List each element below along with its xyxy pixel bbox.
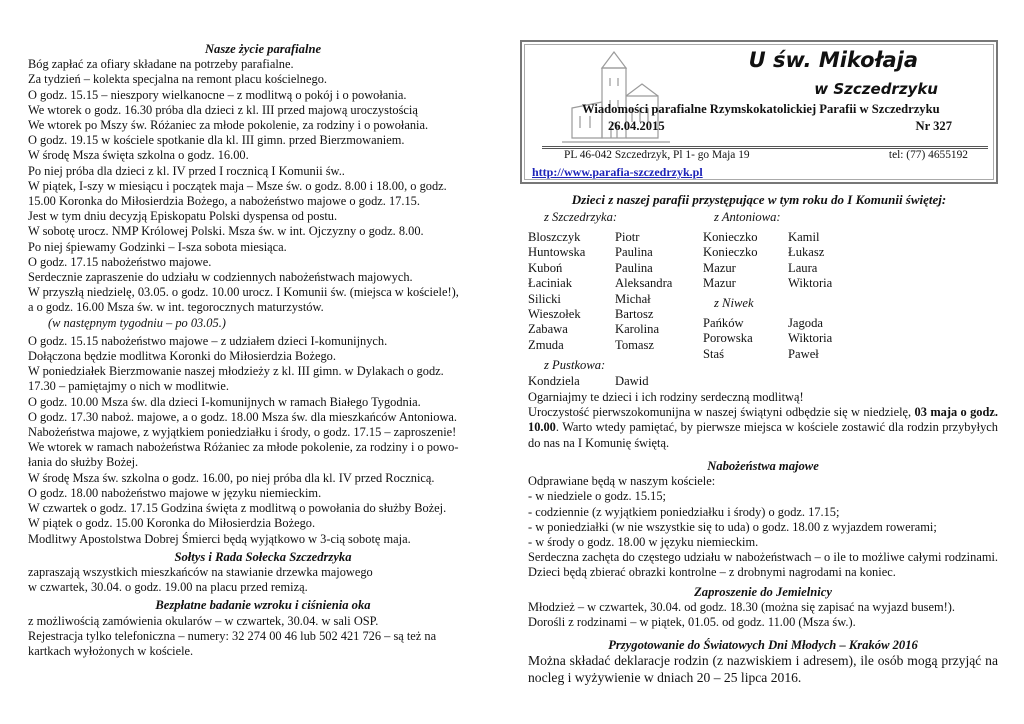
surname: Huntowska: [528, 245, 586, 260]
names-szczedrzyk-surnames: [528, 230, 585, 353]
firstname: Dawid: [615, 374, 649, 388]
surname: Kondziela: [528, 374, 580, 388]
firstname: Łukasz: [788, 245, 825, 260]
text-line: O godz. 17.15 nabożeństwo majowe.: [28, 254, 212, 269]
list-item: - w niedziele o godz. 15.15;: [528, 489, 666, 504]
firstname: Michał: [615, 291, 651, 306]
surname: Wieszołek: [528, 307, 581, 322]
masthead: [520, 40, 998, 184]
text-line: Nabożeństwa majowe, z wyjątkiem poniedziałku i środy, o godz. 17.15 – zaproszenie!: [28, 425, 457, 440]
ceremony-text: [528, 405, 998, 451]
text-line: We wtorek o godz. 16.30 próba dla dzieci z kl. III przed majową uroczystością: [28, 102, 418, 117]
surname: Konieczko: [703, 245, 758, 260]
firstname: Paulina: [615, 260, 653, 275]
text-line: O godz. 10.00 Msza św. dla dzieci I-komunijnych w ramach Białego Tygodnia.: [28, 394, 421, 409]
surname: Konieczko: [703, 230, 758, 244]
communion-title: Dzieci z naszej parafii przystępujące w tym roku do I Komunii świętej:: [571, 192, 947, 207]
group-label-antoniow: z Antoniowa:: [714, 210, 781, 224]
bulletin-date: 26.04.2015: [608, 119, 665, 133]
may-services-section: [528, 459, 998, 581]
text-line: Po niej śpiewamy Godzinki – I-sza sobota miesiąca.: [28, 239, 287, 254]
text-line: Dorośli z rodzinami – w piątek, 01.05. od godz. 11.00 (Msza św.).: [528, 615, 856, 630]
text-line: W czwartek o godz. 17.15 Godzina święta z modlitwą o powołania do służby Bożej.: [28, 501, 447, 516]
text-line: 17.30 – pamiętajmy o nich w modlitwie.: [28, 379, 229, 394]
names-szczedrzyk-firstnames: [615, 230, 672, 353]
text-line: Modlitwy Apostolstwa Dobrej Śmierci będą wyjątkowo w 3-cią sobotę maja.: [28, 531, 411, 546]
bulletin-number: Nr 327: [915, 119, 952, 133]
text-line: W środę Msza święta szkolna o godz. 16.00.: [28, 148, 249, 163]
firstname: Wiktoria: [788, 331, 833, 346]
bulletin-line: Wiadomości parafialne Rzymskokatolickiej Parafii w Szczedrzyku: [582, 102, 940, 116]
communion-info: [528, 390, 998, 451]
surname: Porowska: [703, 331, 753, 346]
wyd-text: Można składać deklaracje rodzin (z nazwiskiem i adresem), ile osób mogą przyjąć na nocleg i wyżywienie w dniach 20 – 25 lipca 2016.: [528, 653, 998, 685]
surname: Łaciniak: [528, 276, 573, 291]
firstname: Kamil: [788, 230, 820, 244]
ceremony-text-post: . Warto wtedy pamiętać, by pierwsze miejsca w kościele zostawić dla rodzin przybyłych do nas na I Komunię świętą.: [528, 420, 998, 450]
text-line: W poniedziałek Bierzmowanie naszej młodzieży z kl. III gimn. w Dylakach o godz.: [28, 364, 444, 379]
text-line: W piątek o godz. 15.00 Koronka do Miłosierdzia Bożego.: [28, 516, 316, 531]
group-label-niwki: z Niwek: [714, 296, 754, 310]
text-line: łania do służby Bożej.: [28, 455, 139, 470]
surname: Silicki: [528, 291, 561, 306]
firstname: Wiktoria: [788, 276, 833, 291]
group-label-pustkow: z Pustkowa:: [544, 358, 606, 372]
section-title-parish-life: Nasze życie parafialne: [204, 42, 322, 56]
text-line: Dołączona będzie modlitwa Koronki do Miłosierdzia Bożego.: [28, 349, 336, 364]
names-niwki-surnames: [703, 316, 753, 362]
list-item: - w poniedziałki (w nie wszystkie się to uda) o godz. 18.00 z wyjazdem rowerami;: [528, 519, 937, 534]
firstname: Karolina: [615, 322, 660, 337]
left-column: [28, 42, 498, 659]
text-line: Młodzież – w czwartek, 30.04. od godz. 18.30 (można się zapisać na wyjazd busem!).: [528, 600, 955, 615]
text-line: 15.00 Koronka do Miłosierdzia Bożego, a nabożeństwo majowe o godz. 17.15.: [28, 194, 420, 209]
surname: Pańków: [703, 316, 744, 330]
masthead-subtitle: w Szczedrzyku: [814, 80, 938, 98]
text-line: O godz. 15.15 – nieszpory wielkanocne – z modlitwą o pokój i o powołania.: [28, 87, 407, 102]
may-services-closing: Serdeczna zachęta do częstego udziału w nabożeństwach – o ile to możliwe całymi rodzinami. Dzieci będą zbierać obrazki kontrolne – z drobnymi nagrodami na koniec.: [528, 550, 998, 580]
text-line: Za tydzień – kolekta specjalna na remont placu kościelnego.: [28, 72, 327, 87]
text-line: Serdecznie zapraszenie do udziału w codziennych nabożeństwach majowych.: [28, 270, 413, 285]
text-line: O godz. 18.00 nabożeństwo majowe w języku niemieckim.: [28, 485, 322, 500]
firstname: Tomasz: [615, 337, 654, 352]
text-line: W sobotę urocz. NMP Królowej Polski. Msza św. w int. Ojczyzny o godz. 8.00.: [28, 224, 424, 239]
firstname: Jagoda: [788, 316, 823, 330]
prayer-call: Ogarniajmy te dzieci i ich rodziny serdeczną modlitwą!: [528, 390, 804, 404]
text-line: We wtorek w ramach nabożeństwa Różaniec za młode pokolenie, za rodziny i o powo-: [28, 440, 459, 455]
group-label-szczedrzyk: z Szczedrzyka:: [544, 210, 618, 224]
text-line: kartkach wyłożonych w kościele.: [28, 643, 194, 658]
section-title-jemielnica: Zaproszenie do Jemielnicy: [694, 585, 832, 599]
surname: Zabawa: [528, 322, 568, 337]
next-week-lines: [28, 334, 498, 547]
text-line: W piątek, I-szy w miesiącu i początek maja – Msze św. o godz. 8.00 i 18.00, o godz.: [28, 178, 447, 193]
text-line: O godz. 19.15 w kościele spotkanie dla kl. III gimn. przed Bierzmowaniem.: [28, 133, 405, 148]
text-line: We wtorek po Mszy św. Różaniec za młode pokolenie, za rodziny i o powołania.: [28, 118, 429, 133]
firstname: Aleksandra: [615, 276, 673, 291]
parish-life-lines: [28, 57, 498, 315]
text-line: W przyszłą niedzielę, 03.05. o godz. 10.00 urocz. I Komunii św. (miejsca w kościele!),: [28, 285, 459, 300]
text-line: Jest w tym dniu decyzją Episkopatu Polski dyspensa od postu.: [28, 209, 338, 224]
names-antoniow-surnames: [703, 230, 758, 292]
text-line: Po niej próba dla dzieci z kl. IV przed I rocznicą I Komunii św..: [28, 163, 345, 178]
parish-website-link[interactable]: http://www.parafia-szczedrzyk.pl: [532, 165, 703, 179]
text-line: O godz. 17.30 nabоż. majowe, a o godz. 18.00 Msza św. dla mieszkańców Antoniowa.: [28, 409, 457, 424]
parish-phone: tel: (77) 4655192: [888, 149, 968, 161]
list-item: - w środy o godz. 18.00 w języku niemieckim.: [528, 535, 759, 550]
text-line: a o godz. 16.00 Msza św. w int. tegorocznych maturzystów.: [28, 300, 324, 315]
text-line: w czwartek, 30.04. o godz. 19.00 na placu przed remizą.: [28, 580, 308, 595]
surname: Mazur: [703, 276, 736, 291]
next-week-note: (w następnym tygodniu – po 03.05.): [48, 315, 226, 330]
section-title-may-services: Nabożeństwa majowe: [707, 459, 819, 473]
firstname: Piotr: [615, 230, 640, 244]
surname: Zmuda: [528, 337, 564, 352]
may-services-intro: Odprawiane będą w naszym kościele:: [528, 474, 716, 489]
names-niwki-firstnames: [788, 316, 832, 362]
names-pustkow-surnames: [528, 374, 580, 389]
surname: Bloszczyk: [528, 230, 581, 244]
text-line: zapraszają wszystkich mieszkańców na stawianie drzewka majowego: [28, 564, 373, 579]
jemielnica-section: [528, 585, 998, 631]
text-line: O godz. 15.15 nabożeństwo majowe – z udziałem dzieci I-komunijnych.: [28, 333, 388, 348]
section-title-eye-exam: Bezpłatne badanie wzroku i ciśnienia oka: [155, 598, 371, 613]
names-antoniow-firstnames: [788, 230, 832, 292]
list-item: - codziennie (z wyjątkiem poniedziałku i środy) o godz. 17.15;: [528, 504, 840, 519]
firstname: Bartosz: [615, 307, 654, 322]
text-line: Bóg zapłać za ofiary składane na potrzeby parafialne.: [28, 57, 294, 72]
surname: Staś: [703, 346, 724, 361]
surname: Mazur: [703, 260, 736, 275]
text-line: Rejestracja tylko telefoniczna – numery: 32 274 00 46 lub 502 421 726 – są też na: [28, 628, 437, 643]
text-line: z możliwością zamówienia okularów – w czwartek, 30.04. w sali OSP.: [28, 613, 379, 628]
firstname: Paweł: [788, 346, 819, 361]
firstname: Paulina: [615, 245, 653, 260]
wyd-section: [528, 638, 998, 686]
firstname: Laura: [788, 260, 818, 275]
ceremony-date: 03 maja o godz. 10.00: [528, 405, 998, 435]
text-line: W środę Msza św. szkolna o godz. 16.00, po niej próba dla kl. IV przed Rocznicą.: [28, 470, 435, 485]
section-title-village-council: Sołtys i Rada Sołecka Szczedrzyka: [174, 549, 352, 564]
surname: Kuboń: [528, 260, 563, 275]
masthead-title: U św. Mikołaja: [748, 48, 918, 72]
names-pustkow-firstnames: [615, 374, 649, 389]
ceremony-text-pre: Uroczystość pierwszokomunijna w naszej świątyni odbędzie się w niedzielę,: [528, 405, 915, 420]
section-title-wyd: Przygotowanie do Światowych Dni Młodych – Kraków 2016: [608, 638, 918, 652]
parish-address: PL 46-042 Szczedrzyk, Pl 1- go Maja 19: [564, 149, 750, 161]
